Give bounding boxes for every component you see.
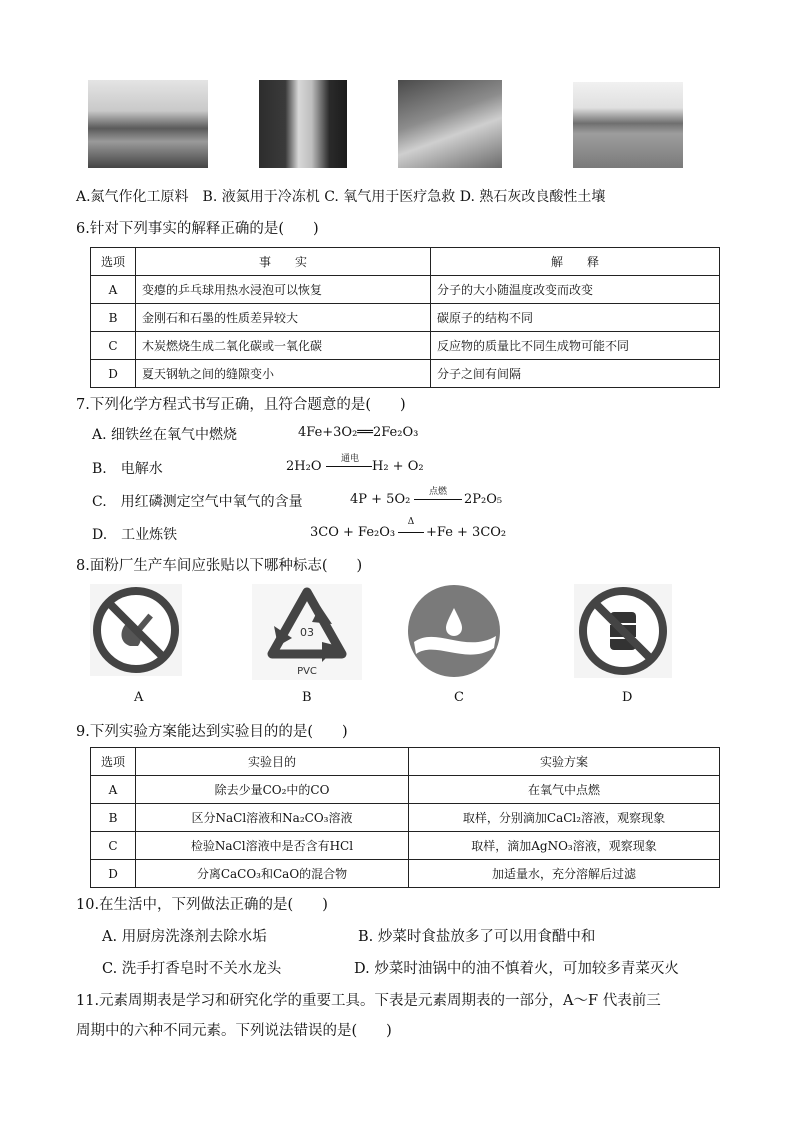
- fact-cell: 变瘪的乒乓球用热水浸泡可以恢复: [136, 276, 431, 304]
- recycle-label: PVC: [297, 666, 317, 677]
- photo-medical-oxygen: [398, 80, 502, 168]
- table-row: [91, 248, 720, 276]
- header-fact: 事 实: [136, 248, 431, 276]
- fact-cell: 木炭燃烧生成二氧化碳或一氧化碳: [136, 332, 431, 360]
- table-row: [91, 332, 720, 360]
- fact-cell: 金刚石和石墨的性质差异较大: [136, 304, 431, 332]
- table-row: [91, 304, 720, 332]
- fact-cell: 夏天钢轨之间的缝隙变小: [136, 360, 431, 388]
- q7-b-right: H₂ + O₂: [372, 459, 424, 474]
- table-row: [91, 832, 720, 860]
- q6-table: [90, 247, 720, 388]
- q10-option-a: A. 用厨房洗涤剂去除水垢: [102, 929, 267, 945]
- q9-table: [90, 747, 720, 888]
- explanation-cell: 碳原子的结构不同: [431, 304, 720, 332]
- explanation-cell: 分子之间有间隔: [431, 360, 720, 388]
- q7-c-label: C. 用红磷测定空气中氧气的含量: [92, 494, 303, 510]
- sign-label-b: B: [302, 690, 312, 705]
- q7-b-arrow: [326, 466, 372, 467]
- q7-stem: 7.下列化学方程式书写正确，且符合题意的是( ): [76, 397, 406, 413]
- option-cell: D: [91, 860, 136, 888]
- plan-cell: 取样，分别滴加CaCl₂溶液，观察现象: [409, 804, 720, 832]
- goal-cell: 区分NaCl溶液和Na₂CO₃溶液: [136, 804, 409, 832]
- option-cell: C: [91, 832, 136, 860]
- q9-stem: 9.下列实验方案能达到实验目的的是( ): [76, 724, 348, 740]
- q7-c-condition: 点燃: [428, 487, 447, 497]
- q11-stem-line2: 周期中的六种不同元素。下列说法错误的是( ): [76, 1023, 392, 1039]
- header-plan: 实验方案: [409, 748, 720, 776]
- header-option: 选项: [91, 248, 136, 276]
- option-cell: B: [91, 804, 136, 832]
- goal-cell: 检验NaCl溶液中是否含有HCl: [136, 832, 409, 860]
- q7-d-condition: Δ: [407, 517, 415, 527]
- q10-option-d: D. 炒菜时油锅中的油不慎着火，可加较多青菜灭火: [354, 961, 679, 977]
- option-cell: C: [91, 332, 136, 360]
- table-row: [91, 804, 720, 832]
- q7-d-left: 3CO + Fe₂O₃: [310, 525, 396, 540]
- q7-b-label: B. 电解水: [92, 461, 163, 477]
- water-drop-sign-icon: [406, 584, 502, 678]
- explanation-cell: 分子的大小随温度改变而改变: [431, 276, 720, 304]
- sign-label-d: D: [622, 690, 633, 705]
- table-row: [91, 748, 720, 776]
- q11-stem-line1: 11.元素周期表是学习和研究化学的重要工具。下表是元素周期表的一部分，A～F 代表前三: [76, 993, 661, 1009]
- table-row: [91, 860, 720, 888]
- no-flammable-liquid-sign-icon: [574, 584, 672, 678]
- recycle-pvc-icon: [252, 584, 362, 680]
- no-fire-sign-icon: [90, 584, 182, 676]
- option-cell: D: [91, 360, 136, 388]
- q7-a-equation: 4Fe+3O₂══2Fe₂O₃: [298, 425, 419, 440]
- table-row: [91, 776, 720, 804]
- q7-c-arrow: [414, 499, 462, 500]
- photo-freezer-machine: [259, 80, 347, 168]
- explanation-cell: 反应物的质量比不同生成物可能不同: [431, 332, 720, 360]
- plan-cell: 加适量水，充分溶解后过滤: [409, 860, 720, 888]
- plan-cell: 取样，滴加AgNO₃溶液，观察现象: [409, 832, 720, 860]
- photo-harvester-field: [573, 82, 683, 168]
- plan-cell: 在氧气中点燃: [409, 776, 720, 804]
- goal-cell: 分离CaCO₃和CaO的混合物: [136, 860, 409, 888]
- q10-option-b: B. 炒菜时食盐放多了可以用食醋中和: [358, 929, 596, 945]
- option-cell: A: [91, 776, 136, 804]
- q7-c-left: 4P + 5O₂: [350, 492, 411, 507]
- goal-cell: 除去少量CO₂中的CO: [136, 776, 409, 804]
- table-row: [91, 276, 720, 304]
- photo-chemical-plant: [88, 80, 208, 168]
- option-cell: B: [91, 304, 136, 332]
- q7-b-condition: 通电: [340, 454, 359, 464]
- q7-d-right: +Fe + 3CO₂: [426, 525, 507, 540]
- q10-stem: 10.在生活中，下列做法正确的是( ): [76, 897, 328, 913]
- q7-b-left: 2H₂O: [286, 459, 322, 474]
- q10-option-c: C. 洗手打香皂时不关水龙头: [102, 961, 282, 977]
- q8-stem: 8.面粉厂生产车间应张贴以下哪种标志( ): [76, 558, 363, 574]
- header-explanation: 解 释: [431, 248, 720, 276]
- q6-stem: 6.针对下列事实的解释正确的是( ): [76, 221, 319, 237]
- q7-a-label: A. 细铁丝在氧气中燃烧: [92, 427, 238, 443]
- table-row: [91, 360, 720, 388]
- q7-d-arrow: [398, 532, 424, 533]
- recycle-number: 03: [300, 626, 314, 639]
- q7-c-right: 2P₂O₅: [464, 492, 503, 507]
- option-cell: A: [91, 276, 136, 304]
- header-option: 选项: [91, 748, 136, 776]
- sign-label-a: A: [134, 690, 144, 705]
- sign-label-c: C: [454, 690, 464, 705]
- header-goal: 实验目的: [136, 748, 409, 776]
- q7-d-label: D. 工业炼铁: [92, 527, 178, 543]
- q5-options: A.氮气作化工原料 B. 液氮用于冷冻机 C. 氧气用于医疗急救 D. 熟石灰改良酸性土壤: [76, 189, 606, 205]
